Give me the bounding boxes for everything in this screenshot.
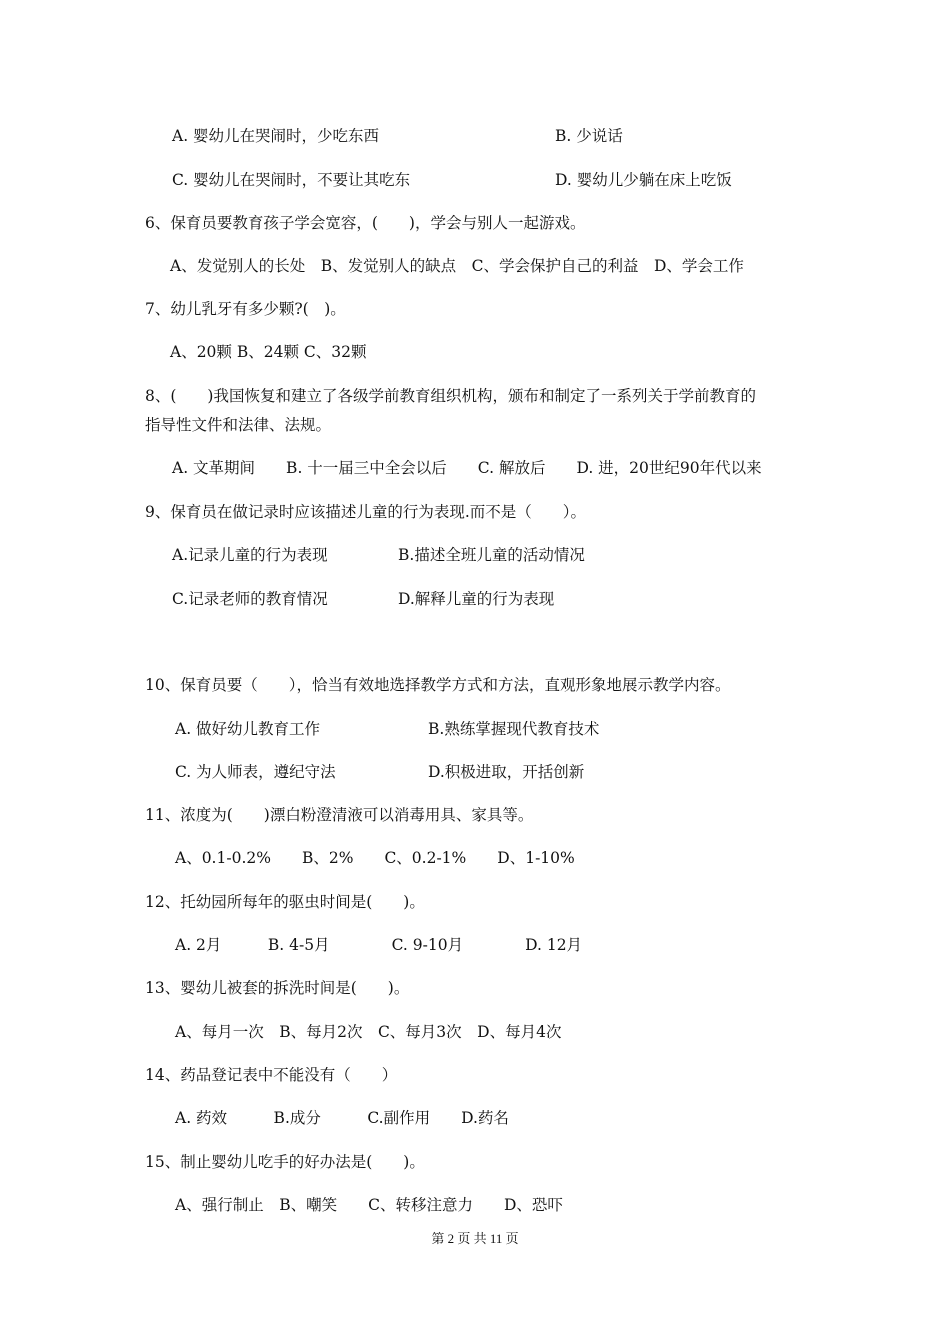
q9-option-c: C.记录老师的教育情况 xyxy=(172,590,328,608)
q11-options: A、0.1-0.2% B、2% C、0.2-1% D、1-10% xyxy=(175,849,575,867)
page-footer: 第 2 页 共 11 页 xyxy=(431,1231,519,1246)
q12-stem: 12、托幼园所每年的驱虫时间是( )。 xyxy=(145,893,425,911)
q8-stem-line2: 指导性文件和法律、法规。 xyxy=(145,416,332,434)
q10-stem: 10、保育员要（ ），恰当有效地选择教学方式和方法，直观形象地展示教学内容。 xyxy=(145,676,731,694)
q9-option-d: D.解释儿童的行为表现 xyxy=(398,590,555,608)
q14-stem: 14、药品登记表中不能没有（ ） xyxy=(145,1066,398,1084)
q7-stem: 7、幼儿乳牙有多少颗?( )。 xyxy=(145,300,346,318)
q6-stem: 6、保育员要教育孩子学会宽容，( )，学会与别人一起游戏。 xyxy=(145,214,586,232)
q5-option-c: C. 婴幼儿在哭闹时，不要让其吃东 xyxy=(172,171,411,189)
q10-option-c: C. 为人师表，遵纪守法 xyxy=(175,763,336,781)
q9-stem: 9、保育员在做记录时应该描述儿童的行为表现.而不是（ ）。 xyxy=(145,503,587,521)
q9-option-b: B.描述全班儿童的活动情况 xyxy=(398,546,585,564)
q15-options: A、强行制止 B、嘲笑 C、转移注意力 D、恐吓 xyxy=(175,1196,563,1214)
q5-option-a: A. 婴幼儿在哭闹时，少吃东西 xyxy=(172,127,380,145)
q10-option-b: B.熟练掌握现代教育技术 xyxy=(428,720,600,738)
q8-options: A. 文革期间 B. 十一届三中全会以后 C. 解放后 D. 进，20世纪90年代以来 xyxy=(172,459,762,477)
q12-options: A. 2月 B. 4-5月 C. 9-10月 D. 12月 xyxy=(175,936,583,954)
q5-option-b: B. 少说话 xyxy=(555,127,623,145)
q5-option-d: D. 婴幼儿少躺在床上吃饭 xyxy=(555,171,732,189)
q13-options: A、每月一次 B、每月2次 C、每月3次 D、每月4次 xyxy=(175,1023,562,1041)
q13-stem: 13、婴幼儿被套的拆洗时间是( )。 xyxy=(145,979,410,997)
q14-options: A. 药效 B.成分 C.副作用 D.药名 xyxy=(175,1109,509,1127)
q8-stem-line1: 8、( )我国恢复和建立了各级学前教育组织机构，颁布和制定了一系列关于学前教育的 xyxy=(145,387,756,405)
q10-option-d: D.积极进取，开括创新 xyxy=(428,763,585,781)
q6-options: A、发觉别人的长处 B、发觉别人的缺点 C、学会保护自己的利益 D、学会工作 xyxy=(170,257,744,275)
q9-option-a: A.记录儿童的行为表现 xyxy=(172,546,328,564)
q10-option-a: A. 做好幼儿教育工作 xyxy=(175,720,321,738)
q15-stem: 15、制止婴幼儿吃手的好办法是( )。 xyxy=(145,1153,425,1171)
q7-options: A、20颗 B、24颗 C、32颗 xyxy=(170,343,367,361)
q11-stem: 11、浓度为( )漂白粉澄清液可以消毒用具、家具等。 xyxy=(145,806,534,824)
